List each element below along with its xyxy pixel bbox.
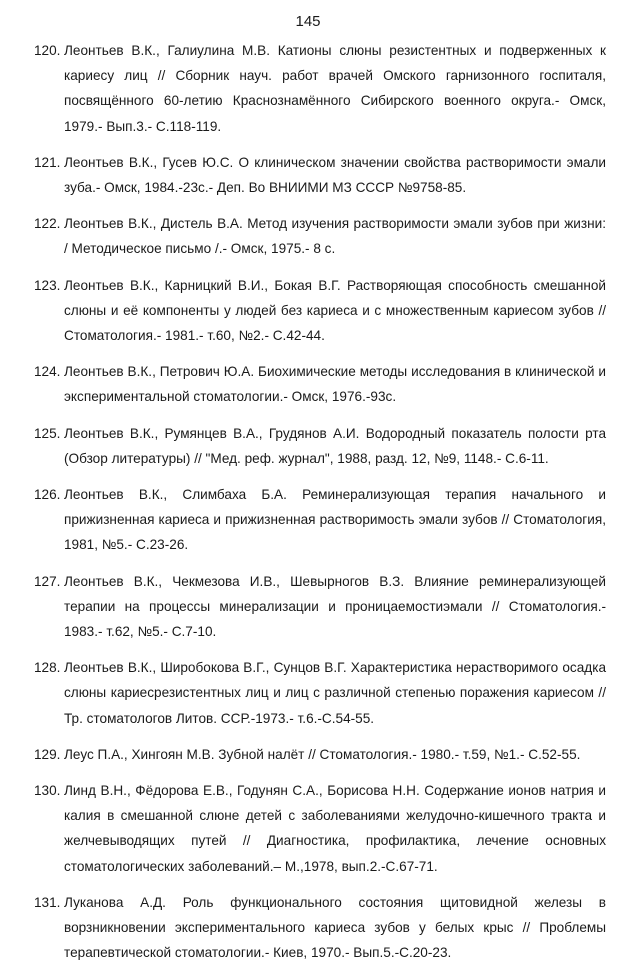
reference-text: Линд В.Н., Фёдорова Е.В., Годунян С.А., Борисова Н.Н. Содержание ионов натрия и калия в смешанной слюне детей с заболеваниями желудочно-кишечного тракта и желчевыводящих путей // Диагностика, профилактика, лечение основных стоматологических заболеваний.– М.,1978, вып.2.-С.67-71. xyxy=(64,783,606,874)
reference-text: Леонтьев В.К., Широбокова В.Г., Сунцов В.Г. Характеристика нерастворимого осадка слюны кариесрезистентных лиц и лиц с различной степенью поражения кариесом // Тр. стоматологов Литов. ССР.-1973.- т.6.-С.54-55. xyxy=(64,660,606,726)
reference-text: Луканова А.Д. Роль функционального состояния щитовидной железы в ворзникновении экспериментального кариеса зубов у белых крыс // Проблемы терапевтической стоматологии.- Киев, 1970.- Вып.5.-С.20-23. xyxy=(64,894,606,961)
reference-text: Леонтьев В.К., Дистель В.А. Метод изучения растворимости эмали зубов при жизни: / Методическое письмо /.- Омск, 1975.- 8 с. xyxy=(64,216,606,257)
reference-text: Леонтьев В.К., Галиулина М.В. Катионы слюны резистентных и подверженных к кариесу лиц // Сборник науч. работ врачей Омского гарнизонного госпиталя, посвящённого 60-летию Краснознамённого Сибирского военного округа.- Омск, 1979.- Вып.3.- С.118-119. xyxy=(64,43,606,134)
reference-text: Леонтьев В.К., Карницкий В.И., Бокая В.Г. Растворяющая способность смешанной слюны и её компоненты у людей без кариеса и с множественным кариесом зубов // Стоматология.- 1981.- т.60, №2.- С.42-44. xyxy=(64,277,606,344)
reference-number: 124. xyxy=(34,364,61,380)
reference-text: Леонтьев В.К., Румянцев В.А., Грудянов А.И. Водородный показатель полости рта (Обзор литературы) // "Мед. реф. журнал", 1988, разд. 12, №9, 1148.- С.6-11. xyxy=(64,425,606,466)
reference-number: 129. xyxy=(34,746,61,762)
reference-item xyxy=(34,38,606,139)
reference-number: 127. xyxy=(34,573,61,589)
reference-item xyxy=(34,359,606,409)
reference-number: 130. xyxy=(34,783,61,799)
reference-item xyxy=(34,273,606,349)
reference-item xyxy=(34,150,606,200)
page-number: 145 xyxy=(295,13,321,30)
reference-item xyxy=(34,742,606,767)
reference-item xyxy=(34,778,606,879)
reference-item xyxy=(34,211,606,261)
reference-item xyxy=(34,421,606,471)
reference-text: Леонтьев В.К., Петрович Ю.А. Биохимические методы исследования в клинической и экспериментальной стоматологии.- Омск, 1976.-93с. xyxy=(64,364,606,405)
reference-item xyxy=(34,482,606,558)
reference-number: 128. xyxy=(34,660,61,676)
reference-list xyxy=(34,38,606,977)
reference-number: 121. xyxy=(34,154,61,170)
reference-text: Леус П.А., Хингоян М.В. Зубной налёт // Стоматология.- 1980.- т.59, №1.- С.52-55. xyxy=(64,746,581,762)
reference-item xyxy=(34,890,606,966)
reference-number: 131. xyxy=(34,894,61,910)
reference-number: 122. xyxy=(34,216,61,232)
reference-item xyxy=(34,569,606,645)
reference-text: Леонтьев В.К., Гусев Ю.С. О клиническом значении свойства растворимости эмали зуба.- Омск, 1984.-23с.- Деп. Во ВНИИМИ МЗ СССР №9758-85. xyxy=(64,154,606,196)
reference-item xyxy=(34,655,606,731)
reference-number: 125. xyxy=(34,425,61,441)
reference-number: 126. xyxy=(34,487,61,503)
reference-number: 120. xyxy=(34,43,61,58)
reference-text: Леонтьев В.К., Слимбаха Б.А. Реминерализующая терапия начального и прижизненная кариеса и прижизненная растворимость эмали зубов // Стоматология, 1981, №5.- С.23-26. xyxy=(64,487,606,553)
reference-number: 123. xyxy=(34,277,61,293)
reference-text: Леонтьев В.К., Чекмезова И.В., Шевырногов В.З. Влияние реминерализующей терапии на процессы минерализации и проницаемостиэмали // Стоматология.- 1983.- т.62, №5.- С.7-10. xyxy=(64,573,606,640)
